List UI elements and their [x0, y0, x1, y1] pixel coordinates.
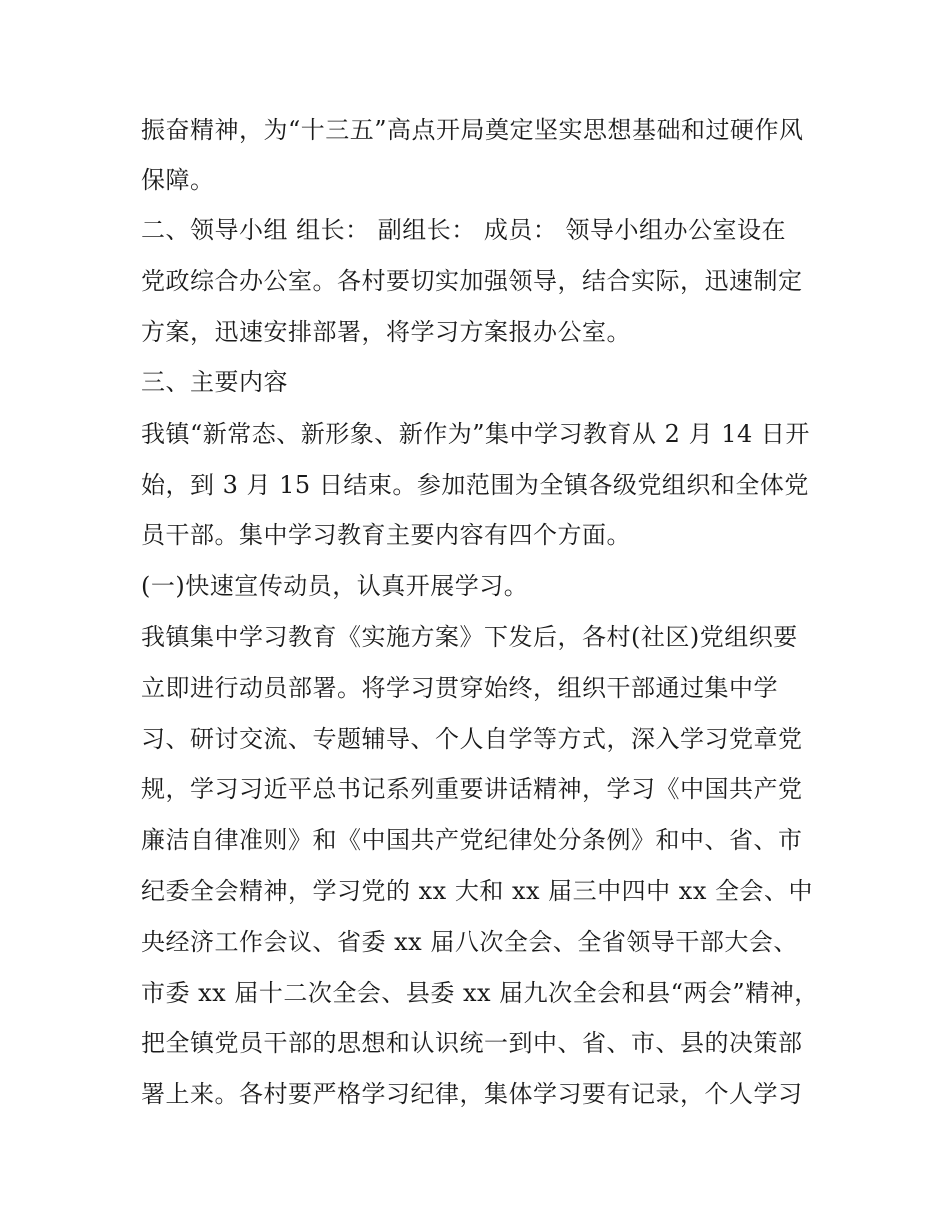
text-line-14: 规，学习习近平总书记系列重要讲话精神，学习《中国共产党: [141, 775, 803, 803]
text-line-13: 习、研讨交流、专题辅导、个人自学等方式，深入学习党章党: [141, 725, 803, 753]
text-line-9: 员干部。集中学习教育主要内容有四个方面。: [141, 521, 631, 549]
text-line-5: 方案，迅速安排部署，将学习方案报办公室。: [141, 318, 631, 346]
text-line-11: 我镇集中学习教育《实施方案》下发后，各村(社区)党组织要: [141, 623, 798, 651]
text-line-2: 保障。: [141, 166, 215, 194]
text-line-7: 我镇“新常态、新形象、新作为”集中学习教育从 2 月 14 日开: [141, 420, 810, 448]
text-line-17: 央经济工作会议、省委 xx 届八次全会、全省领导干部大会、: [141, 928, 798, 956]
text-line-8: 始，到 3 月 15 日结束。参加范围为全镇各级党组织和全体党: [141, 471, 809, 499]
text-line-15: 廉洁自律准则》和《中国共产党纪律处分条例》和中、省、市: [141, 826, 803, 854]
text-line-16: 纪委全会精神，学习党的 xx 大和 xx 届三中四中 xx 全会、中: [141, 877, 813, 905]
section-heading-main-content: 三、主要内容: [141, 368, 288, 396]
text-line-18: 市委 xx 届十二次全会、县委 xx 届九次全会和县“两会”精神，: [141, 979, 819, 1007]
text-line-20: 署上来。各村要严格学习纪律，集体学习要有记录，个人学习: [141, 1080, 803, 1108]
subsection-heading-1: (一)快速宣传动员，认真开展学习。: [141, 572, 529, 600]
text-line-19: 把全镇党员干部的思想和认识统一到中、省、市、县的决策部: [141, 1029, 803, 1057]
text-line-4: 党政综合办公室。各村要切实加强领导，结合实际，迅速制定: [141, 267, 803, 295]
section-heading-leadership: 二、领导小组 组长： 副组长： 成员： 领导小组办公室设在: [141, 216, 787, 244]
text-line-1: 振奋精神，为“十三五”高点开局奠定坚实思想基础和过硬作风: [141, 116, 804, 144]
text-line-12: 立即进行动员部署。将学习贯穿始终，组织干部通过集中学: [141, 674, 778, 702]
